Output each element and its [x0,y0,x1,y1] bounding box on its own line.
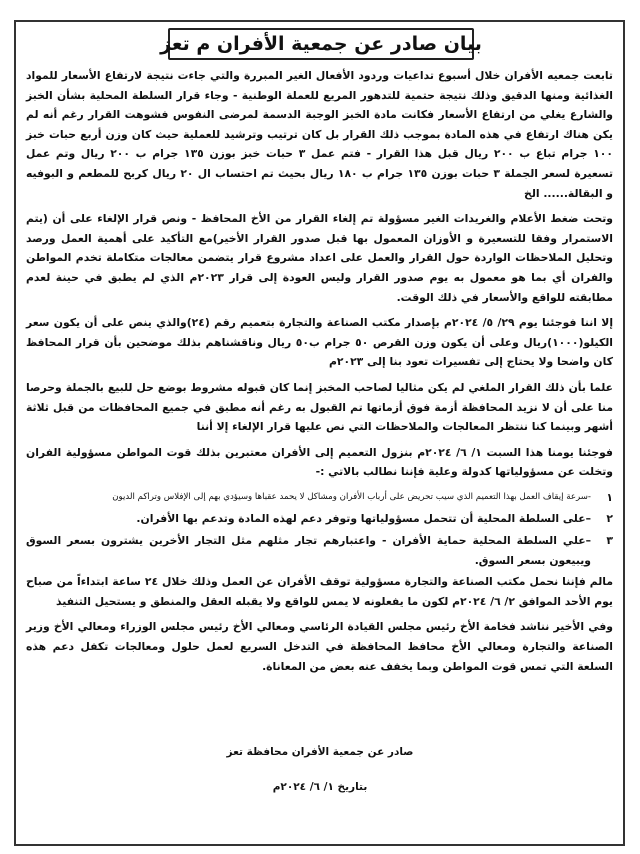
document-title: بيان صادر عن جمعية الأفران م تعز [160,33,482,55]
demand-number: ٣ [606,534,613,548]
demand-text: –على السلطة المحلية أن تتحمل مسؤولياتها وتوفر دعم لهذه المادة وتدعم بها الأفران. [136,512,591,526]
paragraph: إلا اننا فوجئنا يوم ٢٩/ ٥/ ٢٠٢٤م بإصدار مكتب الصناعة والتجارة بتعميم رقم (٢٤)والذي ينص على أن يكون سعر الكيلو(١٠٠٠)ريال وعلى أن يكون وزن القرص ٥٠ جرام ب٥٠ ريال وناقشناهم بذلك موضحين بأن قرار المحافظ كان واضحا ولا يحتاج إلى تفسيرات تعود بنا إلى ٢٠٢٣م [26,316,614,369]
document-body [26,66,613,682]
demand-number: ٢ [606,512,613,526]
signature-line: صادر عن جمعية الأفران محافظة تعز [226,746,414,758]
paragraph: وفي الأخير نناشد فخامة الأخ رئيس مجلس القيادة الرئاسي ومعالي الأخ رئيس مجلس الوزراء ومعالي الأخ وزير الصناعة والتجارة ومعالي الأخ محافظ المحافظة في التدخل السريع لعمل حلول ومعالجات تكفل دعم هذه السلعة التي تمس قوت المواطن وبما يخفف عنه بعض من المعاناة. [26,620,613,673]
date-line: بتاريخ ١/ ٦/ ٢٠٢٤م [272,781,368,793]
paragraph: فوجئنا يومنا هذا السبت ١/ ٦/ ٢٠٢٤م بنزول التعميم إلى الأفران معتبرين بذلك قوت المواطن مسؤولية الفران وتخلت عن مسؤولياتها كدولة وعلية فإننا نطالب بالاتي :- [26,445,613,479]
paragraph: علما بأن ذلك القرار الملغي لم يكن مثاليا لصاحب المخبز إنما كان قبوله مشروط بوضع حل للبيع بالجملة وحرصا منا على أن لا نزيد المحافظة أزمة فوق أزماتها تم القبول به رغم أنه مطبق في جميع المحافظات من قبل ثلاثة أشهر وبينما كنا ننتظر المعالجات والملاحظات التي نص عليها قرار الإلغاء إلا أننا [26,380,613,434]
demand-text: –علي السلطة المحلية حماية الأفران - واعتبارهم تجار مثلهم مثل التجار الأخرين يشترون بسعر السوق ويبيعون بسعر السوق. [26,534,591,567]
paragraph: مالم فإننا نحمل مكتب الصناعة والتجارة مسؤولية توقف الأفران عن العمل وذلك خلال ٢٤ ساعة ابتداءاً من صباح يوم الأحد الموافق ٢/ ٦/ ٢٠٢٤م لكون ما يفعلونه لا يمس للواقع ولا يقبله العقل والمنطق و يستحيل التنفيذ [26,575,614,608]
paragraph: تابعت جمعيه الأفران خلال أسبوع تداعيات وردود الأفعال الغير المبررة والتي جاءت نتيجة لارتفاع الأسعار للمواد الغذائية ومنها الدقيق وذلك نتيجة حتمية للتدهور المريع للعملة الوطنية - وجاء قرار السلطة المحلية بشأن الخبز والشارع يغلي من ارتفاع الأسعار فكانت مادة الخبز الوجبة الدسمة لمرضى النفوس فشوهت القرار رغم أنه لم يكن هناك ارتفاع في هذه المادة بموجب ذلك القرار بل كان ترتيب وترشيد للعملية حيث كان وزن أربع حبات خبز ١٠٠ جرام تباع ب ٢٠٠ ريال قبل هذا القرار - فتم عمل ٣ حبات خبز بوزن ١٣٥ جرام ب ٢٠٠ ريال وتم عمل تسعيرة لسعر الجملة ٣ حبات بوزن ١٣٥ جرام ب ١٨٠ ريال بحيث تم احتساب ال ٢٠ ريال كربح للمطعم و البوفيه و البقالة...... الخ [26,69,613,200]
title-box [160,28,482,60]
paragraph: وتحت ضغط الأعلام والغريدات الغير مسؤولة تم إلغاء القرار من الأخ المحافظ - ونص قرار الإلغاء على أن (يتم الاستمرار وفقا للتسعيرة و الأوزان المعمول بها قبل صدور القرار الأخير)مع التأكيد على أهمية العمل ورصد وتحليل الملاحظات الواردة حول القرار والعمل على اعداد مشروع قرار يتضمن معالجات متكاملة تخدم المواطن والفران أي بما هو معمول به يوم صدور القرار وليس العودة إلى قرار ٢٠٢٣م الذي لم يطبق في حينة لعدم مطابقته للواقع والأسعار في ذلك الوقت. [26,212,613,304]
demand-item [26,488,613,508]
demand-item [26,509,613,529]
demand-item [26,531,613,570]
demand-text: -سرعة إيقاف العمل بهذا التعميم الذي سيب تحريض على أرباب الأفران ومشاكل لا يحمد عقباها وسيؤدي بهم إلى الإفلاس وتراكم الديون [112,491,591,502]
demand-number: ١ [606,490,613,504]
